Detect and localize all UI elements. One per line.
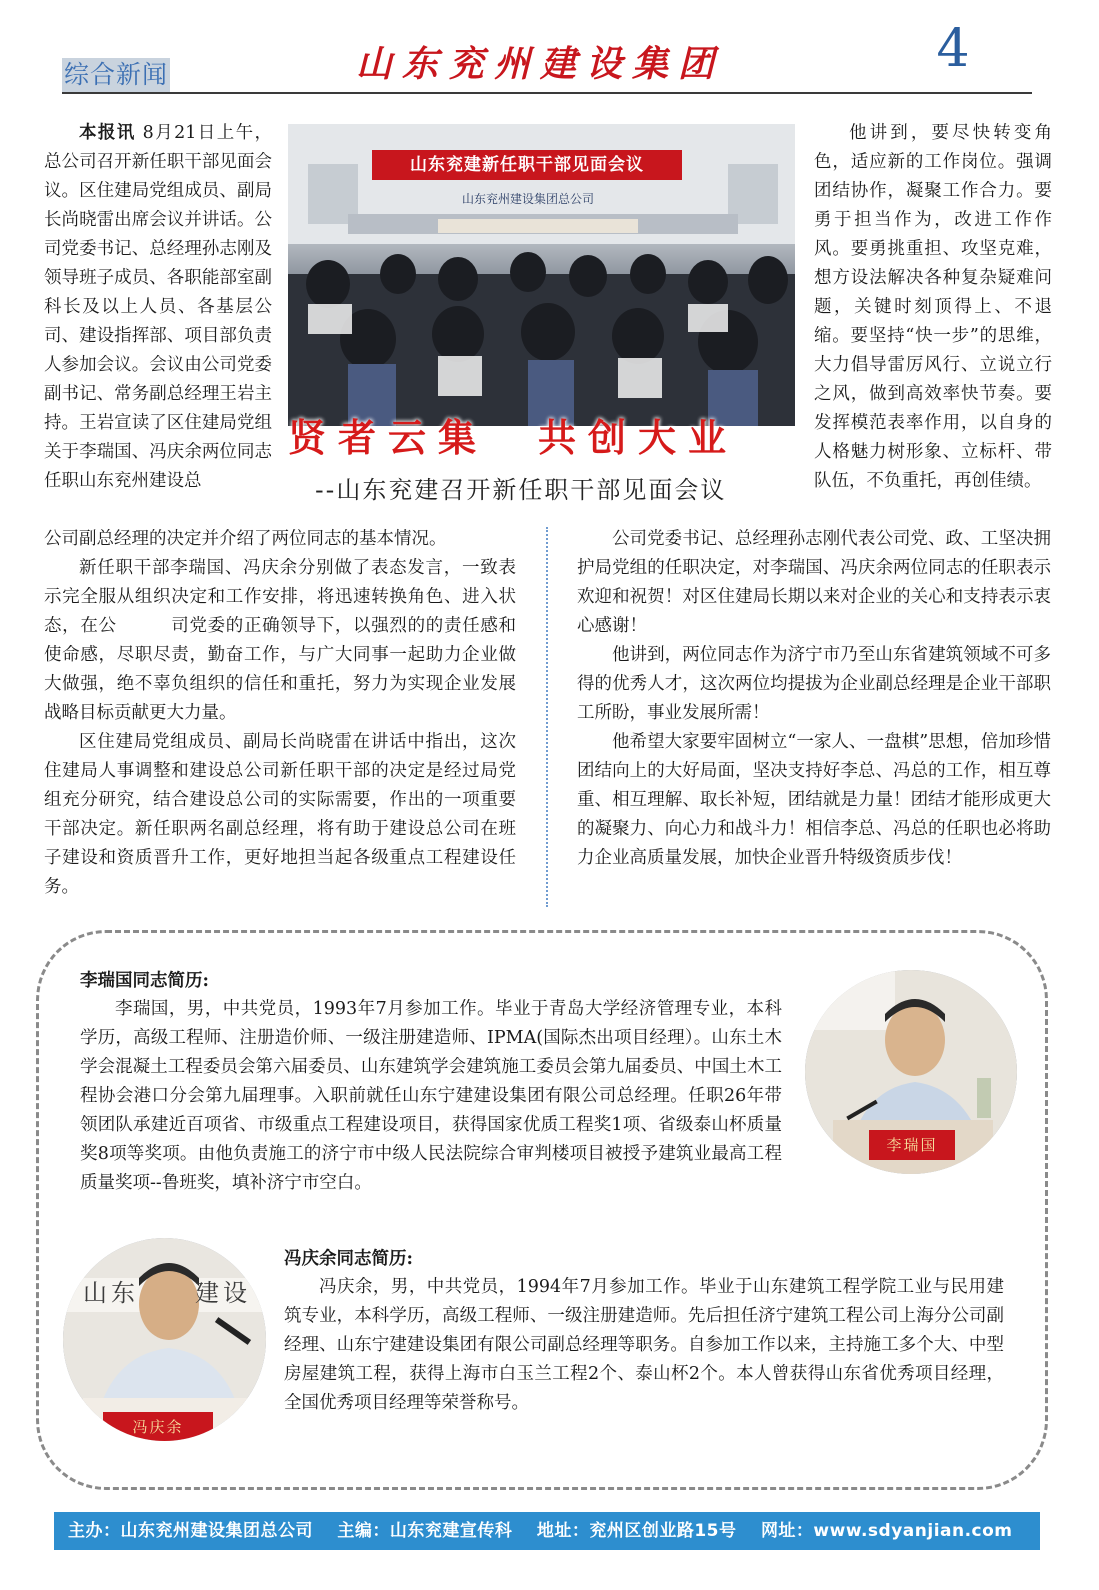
lead-label: 本报讯 xyxy=(79,123,136,143)
column-divider xyxy=(546,527,548,907)
footer-website[interactable]: 网址：www.sdyanjian.com xyxy=(760,1521,1013,1541)
nameplate-feng: 冯庆余 xyxy=(103,1412,213,1441)
left-continue-paragraph: 公司副总经理的决定并介绍了两位同志的基本情况。 xyxy=(44,529,447,549)
right-paragraph-3: 他希望大家要牢固树立“一家人、一盘棋”思想，倍加珍惜团结向上的大好局面，坚决支持好李总、冯总的工作，相互尊重、相互理解、取长补短，团结就是力量！团结才能形成更大的凝聚力、向心力和战斗力！相信李总、冯总的任职也必将助力企业高质量发展，加快企业晋升特级资质步伐！ xyxy=(577,732,1051,868)
masthead-title: 山东兖州建设集团 xyxy=(355,43,724,85)
header-rule xyxy=(62,92,1032,94)
meeting-banner: 山东兖建新任职干部见面会议 xyxy=(372,150,682,180)
lead-text: 8月21日上午，总公司召开新任职干部见面会议。区住建局党组成员、副局长尚晓雷出席会议并讲话。公司党委书记、总经理孙志刚及领导班子成员、各职能部室副科长及以上人员、各基层公司、建设指挥部、项目部负责人参加会议。会议由公司党委副书记、常务副总经理王岩主持。王岩宣读了区住建局党组关于李瑞国、冯庆余两位同志任职山东兖州建设总 xyxy=(44,123,273,491)
article-right-column xyxy=(577,525,1051,873)
right-top-paragraph: 他讲到，要尽快转变角色，适应新的工作岗位。强调团结协作，凝聚工作合力。要勇于担当作为，改进工作作风。要勇挑重担、攻坚克难，想方设法解决各种复杂疑难问题，关键时刻顶得上、不退缩。要坚持“快一步”的思维，大力倡导雷厉风行、立说立行之风，做到高效率快节奏。要发挥模范表率作用，以自身的人格魅力树形象、立标杆、带队伍，不负重托，再创佳绩。 xyxy=(814,123,1052,491)
article-subheadline: --山东兖建召开新任职干部见面会议 xyxy=(315,476,727,504)
article-lead-column xyxy=(44,119,272,496)
article-headline: 贤者云集 共创大业 xyxy=(288,415,739,460)
footer-editor: 主编：山东兖建宣传科 xyxy=(337,1521,513,1541)
section-label: 综合新闻 xyxy=(62,58,170,92)
backdrop-company-name: 山东兖州建设集团总公司 xyxy=(461,192,594,206)
bio-li-ruiguo xyxy=(80,967,782,1198)
left-paragraph-2: 新任职干部李瑞国、冯庆余分别做了表态发言，一致表示完全服从组织决定和工作安排，将迅速转换角色、进入状态，在公 司党委的正确领导下，以强烈的的责任感和使命感，尽职尽责，勤奋工作，与广大同事一起助力企业做大做强，绝不辜负组织的信任和重托，努力为实现企业发展战略目标贡献更大力量。 xyxy=(44,558,516,723)
bio-li-title: 李瑞国同志简历: xyxy=(80,971,209,991)
footer-bar xyxy=(54,1512,1040,1550)
bio-feng-text: 冯庆余，男，中共党员，1994年7月参加工作。毕业于山东建筑工程学院工业与民用建筑专业，本科学历，高级工程师、一级注册建造师。先后担任济宁建筑工程公司上海分公司副经理、山东宁建建设集团有限公司副总经理等职务。自参加工作以来，主持施工多个大、中型房屋建筑工程，获得上海市白玉兰工程2个、泰山杯2个。本人曾获得山东省优秀项目经理，全国优秀项目经理等荣誉称号。 xyxy=(284,1277,1004,1413)
footer-sponsor: 主办：山东兖州建设集团总公司 xyxy=(68,1521,313,1541)
article-left-column xyxy=(44,525,516,902)
bio-feng-qingyu xyxy=(284,1245,1004,1418)
nameplate-li: 李瑞国 xyxy=(869,1130,955,1160)
portrait-feng-qingyu xyxy=(63,1238,266,1441)
article-right-top-column xyxy=(814,119,1052,496)
meeting-photo xyxy=(288,124,795,426)
right-paragraph-1: 公司党委书记、总经理孙志刚代表公司党、政、工坚决拥护局党组的任职决定，对李瑞国、冯庆余两位同志的任职表示欢迎和祝贺！对区住建局长期以来对企业的关心和支持表示衷心感谢！ xyxy=(577,529,1051,636)
portrait-feng-illustration xyxy=(63,1238,266,1441)
left-paragraph-3: 区住建局党组成员、副局长尚晓雷在讲话中指出，这次住建局人事调整和建设总公司新任职干部的决定是经过局党组充分研究，结合建设总公司的实际需要，作出的一项重要干部决定。新任职两名副总经理，将有助于建设总公司在班子建设和资质晋升工作，更好地担当起各级重点工程建设任务。 xyxy=(44,732,516,897)
backdrop-text-feng: 山东 建设 xyxy=(83,1279,251,1307)
bio-li-text: 李瑞国，男，中共党员，1993年7月参加工作。毕业于青岛大学经济管理专业，本科学历，高级工程师、注册造价师、一级注册建造师、IPMA(国际杰出项目经理）。山东土木学会混凝土工程委员会第六届委员、山东建筑学会建筑施工委员会第九届委员、中国土木工程协会港口分会第九届理事。入职前就任山东宁建建设集团有限公司总经理。任职26年带领团队承建近百项省、市级重点工程建设项目，获得国家优质工程奖1项、省级泰山杯质量奖8项等奖项。由他负责施工的济宁市中级人民法院综合审判楼项目被授予建筑业最高工程质量奖项--鲁班奖，填补济宁市空白。 xyxy=(80,999,782,1193)
right-paragraph-2: 他讲到，两位同志作为济宁市乃至山东省建筑领域不可多得的优秀人才，这次两位均提拔为企业副总经理是企业干部职工所盼，事业发展所需！ xyxy=(577,645,1051,723)
bio-feng-title: 冯庆余同志简历: xyxy=(284,1249,413,1269)
footer-address: 地址：兖州区创业路15号 xyxy=(536,1521,737,1541)
page-number: 4 xyxy=(936,19,970,79)
portrait-li-ruiguo xyxy=(805,970,1017,1174)
